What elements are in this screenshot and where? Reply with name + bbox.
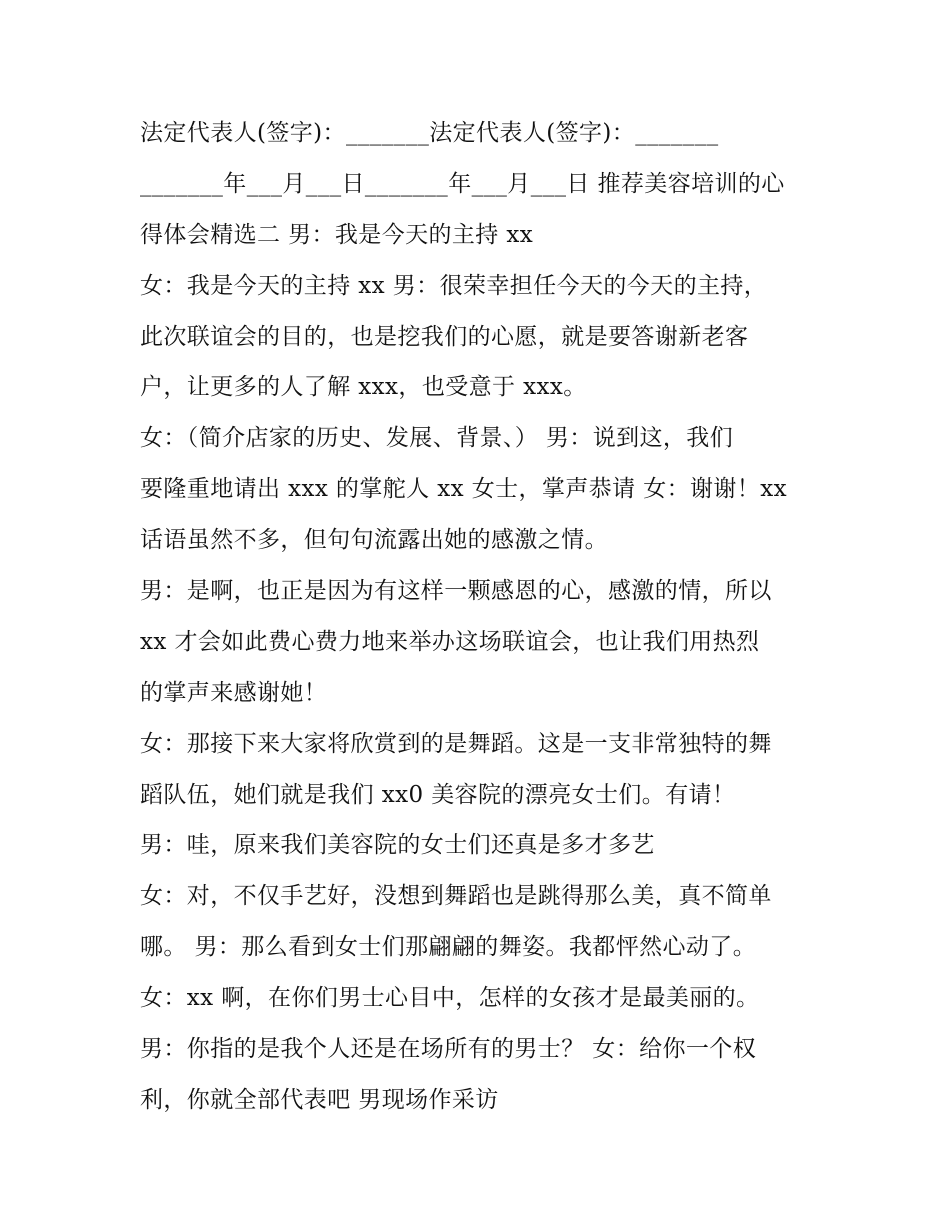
text-line: 哪。 男：那么看到女士们那翩翩的舞姿。我都怦然心动了。 <box>140 934 757 961</box>
text-line: 女：我是今天的主持 xx 男：很荣幸担任今天的今天的主持， <box>140 272 768 299</box>
text-line: _______年___月___日_______年___月___日 推荐美容培训的心 <box>140 170 785 197</box>
text-line: 女：xx 啊，在你们男士心目中，怎样的女孩才是最美丽的。 <box>140 985 760 1012</box>
text-line: 男：哇，原来我们美容院的女士们还真是多才多艺 <box>140 832 655 859</box>
text-line: 男：是啊，也正是因为有这样一颗感恩的心，感激的情，所以 <box>140 578 772 605</box>
text-line: xx 才会如此费心费力地来举办这场联谊会，也让我们用热烈 <box>140 628 760 655</box>
document-body <box>140 108 820 1126</box>
text-line: 法定代表人(签字)：_______法定代表人(签字)：_______ <box>140 120 719 146</box>
text-line: 利，你就全部代表吧 男现场作采访 <box>140 1086 499 1113</box>
text-line: 的掌声来感谢她！ <box>140 679 328 706</box>
text-line: 女：（简介店家的历史、发展、背景、） 男：说到这，我们 <box>140 425 734 452</box>
text-line: 得体会精选二 男：我是今天的主持 xx <box>140 221 534 248</box>
text-line: 户，让更多的人了解 xxx，也受意于 xxx。 <box>140 374 587 401</box>
text-line: 女：那接下来大家将欣赏到的是舞蹈。这是一支非常独特的舞 <box>140 730 772 757</box>
text-line: 此次联谊会的目的，也是挖我们的心愿，就是要答谢新老客 <box>140 323 749 350</box>
text-line: 要隆重地请出 xxx 的掌舵人 xx 女士，掌声恭请 女：谢谢！xx <box>140 476 787 503</box>
text-line: 女：对，不仅手艺好，没想到舞蹈也是跳得那么美，真不简单 <box>140 883 772 910</box>
text-line: 蹈队伍，她们就是我们 xx0 美容院的漂亮女士们。有请！ <box>140 781 736 808</box>
text-line: 男：你指的是我个人还是在场所有的男士？ 女：给你一个权 <box>140 1036 757 1063</box>
text-line: 话语虽然不多，但句句流露出她的感激之情。 <box>140 527 608 554</box>
